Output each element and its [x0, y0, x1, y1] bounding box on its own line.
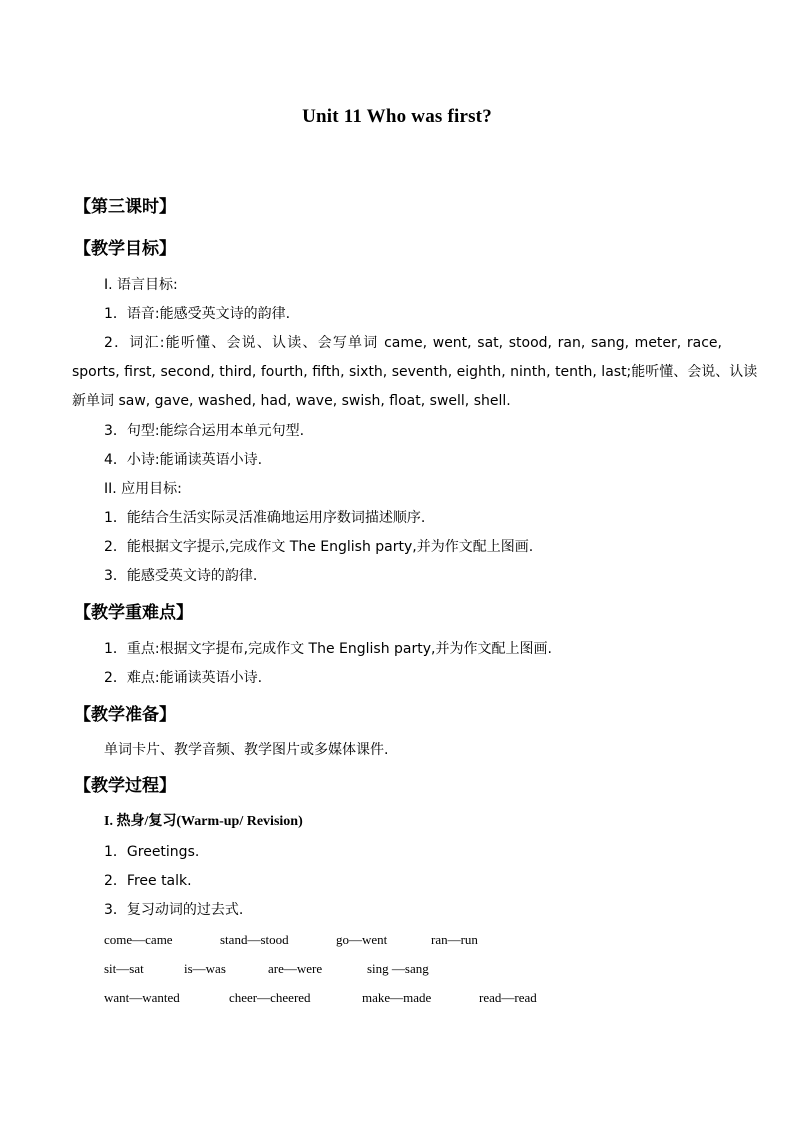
preparation-text: 单词卡片、教学音频、教学图片或多媒体课件.: [104, 742, 389, 758]
lang-objectives-heading: I. 语言目标:: [104, 277, 178, 293]
lang-objective-1: 1．语音:能感受英文诗的韵律.: [104, 306, 291, 322]
app-objectives-heading: II. 应用目标:: [104, 481, 182, 497]
app-objective-3: 3．能感受英文诗的韵律.: [104, 568, 258, 584]
verb-pair: sing —sang: [367, 961, 429, 976]
lang-objective-3: 3．句型:能综合运用本单元句型.: [104, 423, 305, 439]
verb-pair: is—was: [184, 961, 226, 976]
keypoint-2: 2．难点:能诵读英语小诗.: [104, 670, 263, 686]
section-process: 【教学过程】: [74, 776, 176, 796]
verb-pair: are—were: [268, 961, 323, 976]
section-objectives: 【教学目标】: [74, 239, 176, 259]
lang-objective-2b: sports, first, second, third, fourth, fifth, sixth, seventh, eighth, ninth, tenth, last;能听懂、会说、认读: [72, 364, 758, 380]
verb-pair: make—made: [362, 990, 432, 1005]
section-lesson: 【第三课时】: [74, 197, 176, 217]
document-title: Unit 11 Who was first?: [302, 106, 492, 127]
verb-row-3: [104, 990, 537, 1006]
verb-pair: ran—run: [431, 932, 478, 947]
verb-row-1: [104, 932, 478, 948]
lang-objective-4: 4．小诗:能诵读英语小诗.: [104, 452, 263, 468]
process-item-3: 3．复习动词的过去式.: [104, 902, 244, 918]
verb-pair: want—wanted: [104, 990, 180, 1005]
app-objective-2: 2．能根据文字提示,完成作文 The English party,并为作文配上图画.: [104, 539, 534, 555]
verb-pair: stand—stood: [220, 932, 289, 947]
process-step-1: I. 热身/复习(Warm-up/ Revision): [104, 814, 303, 829]
process-item-1: 1．Greetings.: [104, 844, 200, 860]
lang-objective-2c: 新单词 saw, gave, washed, had, wave, swish, float, swell, shell.: [72, 393, 511, 409]
verb-pair: read—read: [479, 990, 537, 1005]
verb-pair: come—came: [104, 932, 173, 947]
section-keypoints: 【教学重难点】: [74, 603, 193, 623]
verb-pair: sit—sat: [104, 961, 144, 976]
verb-pair: cheer—cheered: [229, 990, 311, 1005]
keypoint-1: 1．重点:根据文字提布,完成作文 The English party,并为作文配上图画.: [104, 641, 552, 657]
verb-pair: go—went: [336, 932, 388, 947]
lang-objective-2a: 2．词汇:能听懂、会说、认读、会写单词 came, went, sat, stood, ran, sang, meter, race,: [104, 335, 722, 351]
verb-row-2: [104, 961, 429, 977]
app-objective-1: 1．能结合生活实际灵活准确地运用序数词描述顺序.: [104, 510, 426, 526]
section-preparation: 【教学准备】: [74, 705, 176, 725]
process-item-2: 2．Free talk.: [104, 873, 192, 889]
